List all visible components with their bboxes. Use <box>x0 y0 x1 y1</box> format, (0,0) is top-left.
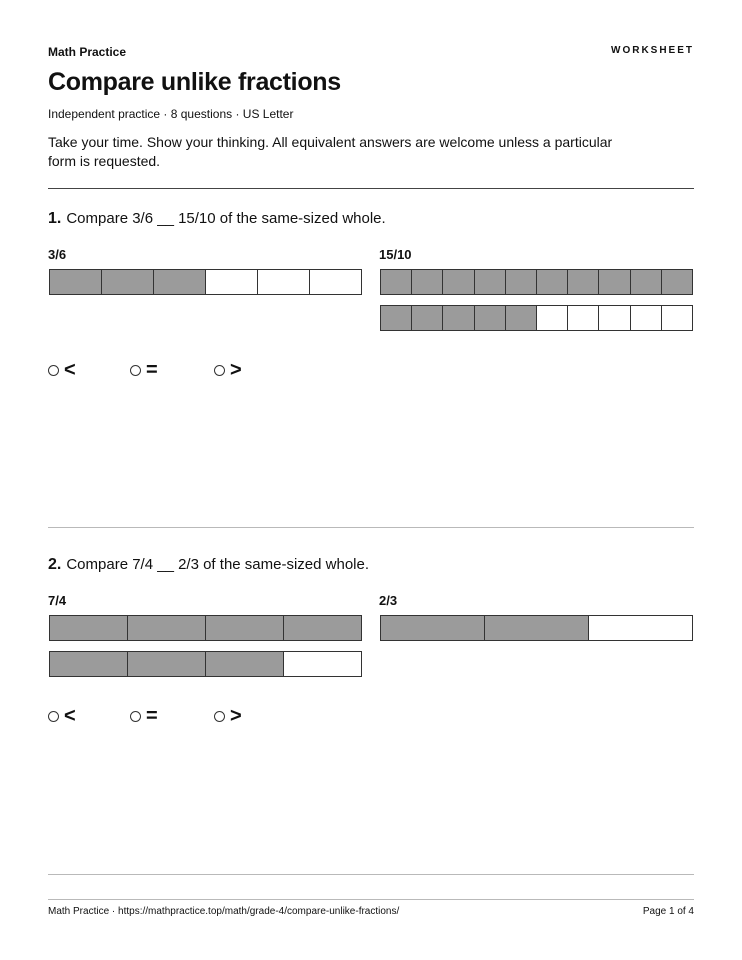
shaded-part <box>381 616 484 640</box>
radio-circle-icon[interactable] <box>130 365 141 376</box>
shaded-part <box>630 270 661 294</box>
question-2-prompt <box>48 556 369 574</box>
unshaded-part <box>588 616 692 640</box>
shaded-part <box>411 270 442 294</box>
choice-symbol: = <box>146 359 158 381</box>
shaded-part <box>442 270 473 294</box>
choice-greater-than[interactable] <box>214 706 242 726</box>
choice-symbol: < <box>64 359 76 381</box>
choice-greater-than[interactable] <box>214 360 242 380</box>
shaded-part <box>101 270 153 294</box>
fraction-strip <box>380 615 693 641</box>
choice-symbol: > <box>230 705 242 727</box>
question-text: Compare 7/4 __ 2/3 of the same-sized whole. <box>66 556 370 573</box>
instructions: Take your time. Show your thinking. All equivalent answers are welcome unless a particular form is requested. <box>48 134 613 169</box>
choice-equal[interactable] <box>130 360 158 380</box>
fraction-strip <box>380 305 693 331</box>
unshaded-part <box>309 270 361 294</box>
choice-symbol: < <box>64 705 76 727</box>
shaded-part <box>567 270 598 294</box>
shaded-part <box>536 270 567 294</box>
shaded-part <box>127 616 205 640</box>
radio-circle-icon[interactable] <box>130 711 141 722</box>
question-1-prompt <box>48 210 386 228</box>
shaded-part <box>381 270 411 294</box>
page-number: Page 1 of 4 <box>642 906 694 917</box>
question-2 <box>48 556 694 726</box>
shaded-part <box>205 616 283 640</box>
fraction-label-right: 2/3 <box>379 593 398 608</box>
radio-circle-icon[interactable] <box>214 365 225 376</box>
footer-top-divider <box>48 874 694 875</box>
footer-divider <box>48 899 694 900</box>
choice-symbol: > <box>230 359 242 381</box>
fraction-label-left: 3/6 <box>48 247 67 262</box>
shaded-part <box>283 616 361 640</box>
brand-name: Math Practice <box>48 45 127 59</box>
choice-symbol: = <box>146 705 158 727</box>
fraction-strip <box>49 269 362 295</box>
shaded-part <box>50 616 127 640</box>
choice-equal[interactable] <box>130 706 158 726</box>
question-text: Compare 3/6 __ 15/10 of the same-sized whole. <box>66 210 386 227</box>
unshaded-part <box>257 270 309 294</box>
radio-circle-icon[interactable] <box>214 711 225 722</box>
worksheet-page <box>48 0 694 960</box>
question-number: 2. <box>48 556 62 573</box>
radio-circle-icon[interactable] <box>48 711 59 722</box>
shaded-part <box>598 270 629 294</box>
header-divider <box>48 188 694 189</box>
shaded-part <box>474 270 505 294</box>
unshaded-part <box>536 306 567 330</box>
unshaded-part <box>283 652 361 676</box>
choice-less-than[interactable] <box>48 360 76 380</box>
unshaded-part <box>630 306 661 330</box>
question-divider <box>48 527 694 528</box>
worksheet-meta: Independent practice · 8 questions · US Letter <box>48 107 294 121</box>
fraction-label-left: 7/4 <box>48 593 67 608</box>
shaded-part <box>50 652 127 676</box>
question-number: 1. <box>48 210 62 227</box>
shaded-part <box>474 306 505 330</box>
footer-source: Math Practice · https://mathpractice.top/math/grade-4/compare-unlike-fractions/ <box>48 906 400 917</box>
shaded-part <box>127 652 205 676</box>
shaded-part <box>381 306 411 330</box>
fraction-strip <box>49 651 362 677</box>
unshaded-part <box>661 306 692 330</box>
shaded-part <box>505 270 536 294</box>
choice-less-than[interactable] <box>48 706 76 726</box>
radio-circle-icon[interactable] <box>48 365 59 376</box>
unshaded-part <box>598 306 629 330</box>
fraction-strip <box>380 269 693 295</box>
shaded-part <box>153 270 205 294</box>
question-1 <box>48 210 694 380</box>
unshaded-part <box>205 270 257 294</box>
worksheet-tag: WORKSHEET <box>611 45 694 56</box>
shaded-part <box>661 270 692 294</box>
shaded-part <box>205 652 283 676</box>
fraction-strip <box>49 615 362 641</box>
shaded-part <box>50 270 101 294</box>
shaded-part <box>505 306 536 330</box>
shaded-part <box>411 306 442 330</box>
unshaded-part <box>567 306 598 330</box>
shaded-part <box>484 616 588 640</box>
fraction-label-right: 15/10 <box>379 247 412 262</box>
shaded-part <box>442 306 473 330</box>
page-title: Compare unlike fractions <box>48 68 341 96</box>
